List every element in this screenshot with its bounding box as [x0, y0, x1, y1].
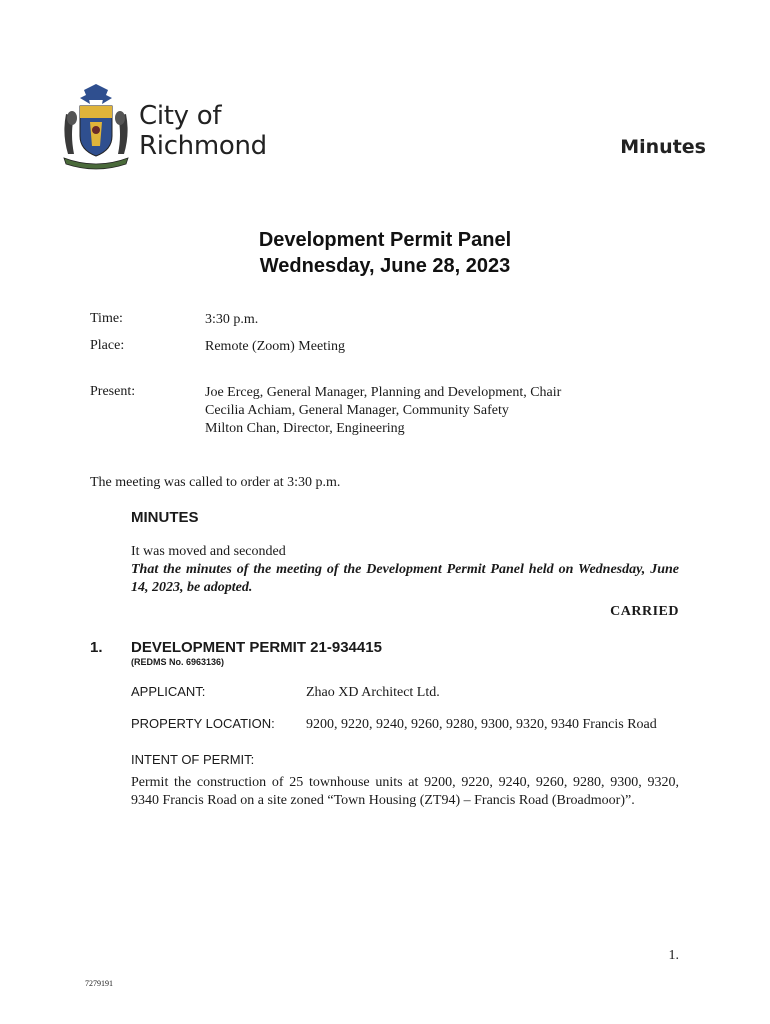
city-crest-logo	[60, 84, 132, 170]
present-member: Joe Erceg, General Manager, Planning and Development, Chair	[205, 385, 562, 400]
document-type: Minutes	[620, 136, 706, 158]
city-name	[139, 101, 267, 161]
item-number: 1.	[90, 639, 103, 656]
call-to-order: The meeting was called to order at 3:30 p.m.	[90, 475, 341, 490]
document-id: 7279191	[85, 979, 113, 988]
item-redms: (REDMS No. 6963136)	[131, 657, 225, 667]
minutes-motion: That the minutes of the meeting of the Development Permit Panel held on Wednesday, June 14, 2023, be adopted.	[131, 562, 679, 595]
meeting-title: Development Permit Panel	[258, 229, 512, 251]
city-name-line1: City of	[139, 101, 222, 131]
place-value: Remote (Zoom) Meeting	[205, 339, 345, 354]
property-value: 9200, 9220, 9240, 9260, 9280, 9300, 9320, 9340 Francis Road	[306, 717, 657, 732]
minutes-heading: MINUTES	[131, 509, 199, 526]
applicant-label: APPLICANT:	[131, 684, 206, 699]
present-label: Present:	[90, 384, 136, 399]
time-label: Time:	[90, 311, 123, 326]
motion-result: CARRIED	[610, 604, 679, 619]
city-name-line2: Richmond	[139, 131, 267, 161]
applicant-value: Zhao XD Architect Ltd.	[306, 685, 440, 700]
meeting-date: Wednesday, June 28, 2023	[259, 255, 511, 277]
present-list	[205, 384, 561, 438]
intent-label: INTENT OF PERMIT:	[131, 752, 255, 767]
property-label: PROPERTY LOCATION:	[131, 716, 275, 731]
present-member: Cecilia Achiam, General Manager, Community Safety	[205, 403, 509, 418]
page-number: 1.	[668, 948, 679, 963]
time-value: 3:30 p.m.	[205, 312, 259, 327]
meeting-title-block	[0, 227, 770, 279]
present-member: Milton Chan, Director, Engineering	[205, 421, 405, 436]
moved-seconded: It was moved and seconded	[131, 544, 286, 559]
item-title: DEVELOPMENT PERMIT 21-934415	[131, 639, 382, 656]
intent-text: Permit the construction of 25 townhouse units at 9200, 9220, 9240, 9260, 9280, 9300, 9320, 9340 Francis Road on a site zoned “Town Housing (ZT94) – Francis Road (Broadmoor)”.	[131, 775, 679, 808]
place-label: Place:	[90, 338, 125, 353]
